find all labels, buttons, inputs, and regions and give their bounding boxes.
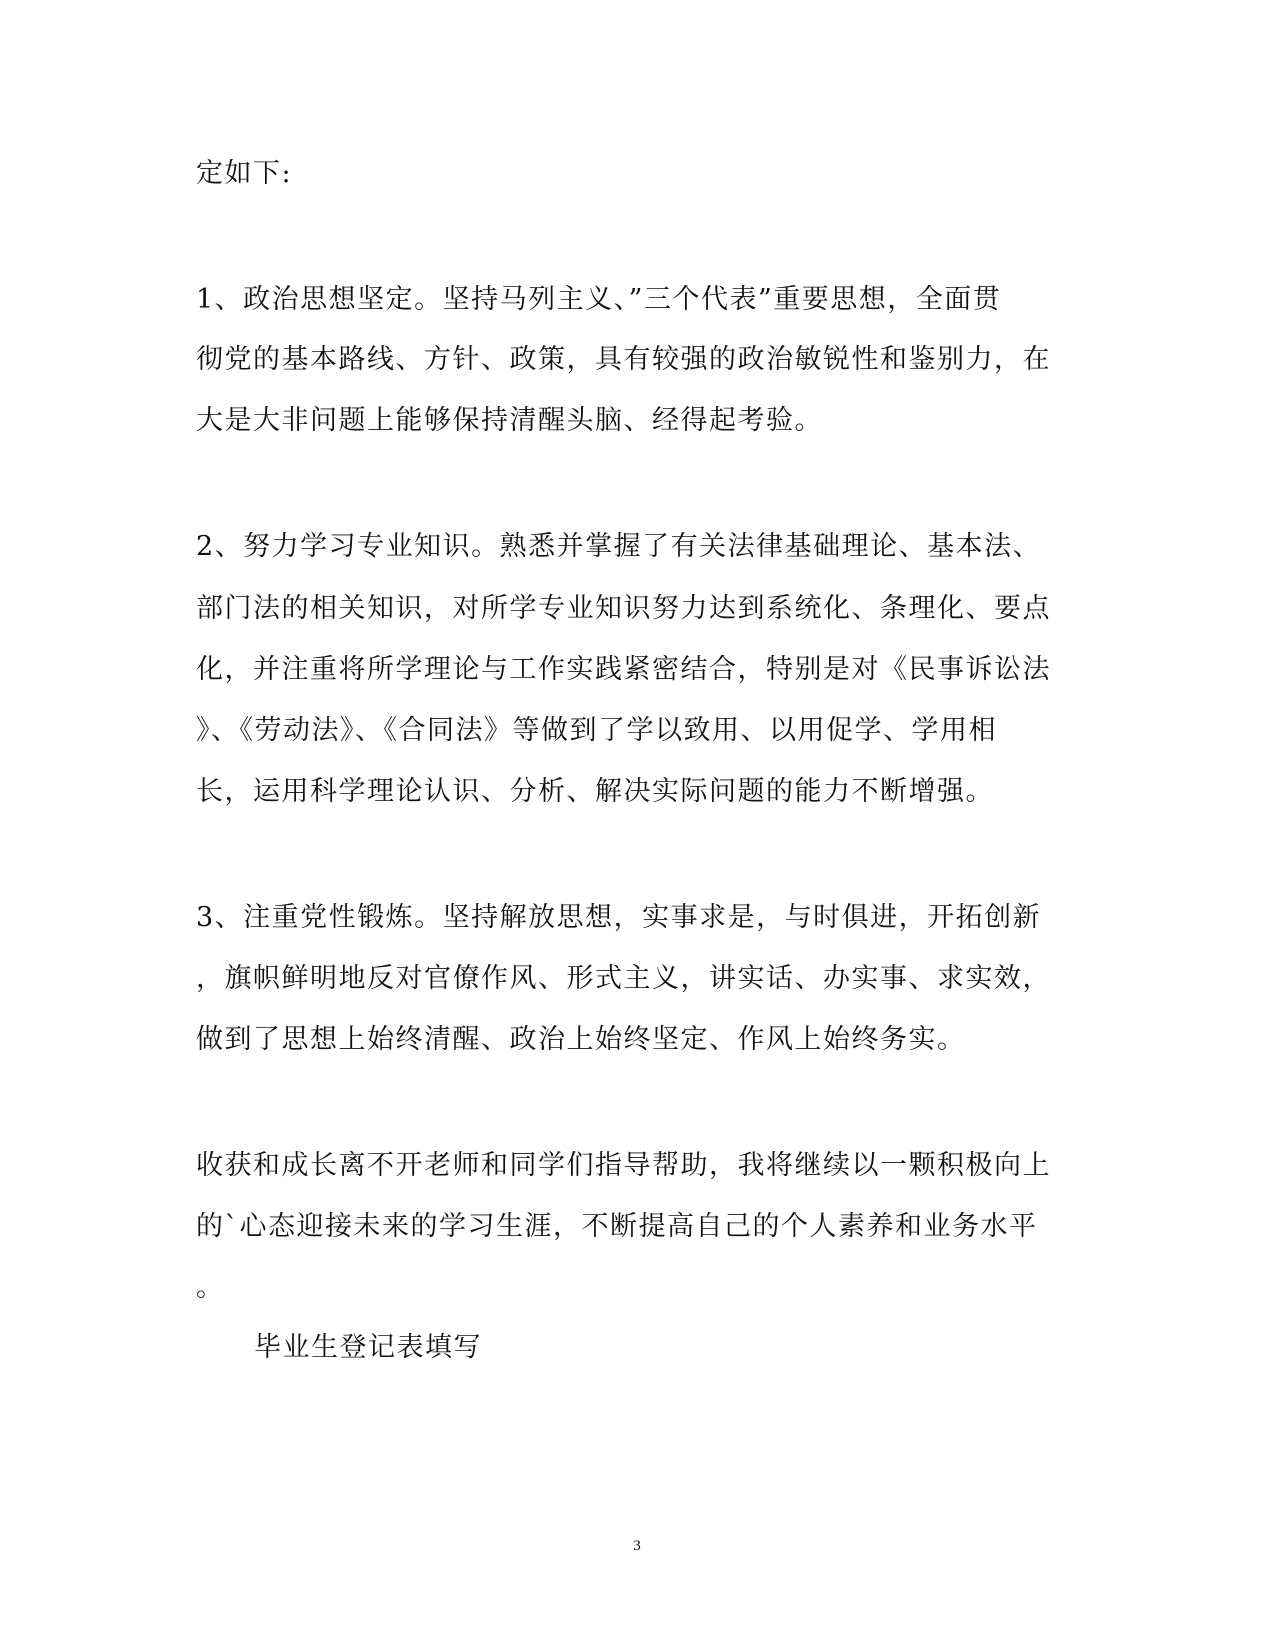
paragraph-3-line-2: ，旗帜鲜明地反对官僚作风、形式主义，讲实话、办实事、求实效， [196, 963, 1051, 994]
section-title: 毕业生登记表填写 [254, 1332, 482, 1363]
intro-line: 定如下: [196, 158, 293, 189]
page-number: 3 [633, 1538, 641, 1554]
paragraph-4-line-1: 收获和成长离不开老师和同学们指导帮助，我将继续以一颗积极向上 [196, 1150, 1051, 1181]
paragraph-1-line-1: 1、政治思想坚定。坚持马列主义、”三个代表”重要思想，全面贯 [196, 284, 1002, 315]
paragraph-2-line-1: 2、努力学习专业知识。熟悉并掌握了有关法律基础理论、基本法、 [196, 531, 1042, 562]
paragraph-2-line-3: 化，并注重将所学理论与工作实践紧密结合，特别是对《民事诉讼法 [196, 654, 1051, 685]
paragraph-1-line-3: 大是大非问题上能够保持清醒头脑、经得起考验。 [196, 405, 823, 436]
paragraph-1-line-2: 彻党的基本路线、方针、政策，具有较强的政治敏锐性和鉴别力，在 [196, 344, 1051, 375]
paragraph-3-line-1: 3、注重党性锻炼。坚持解放思想，实事求是，与时俱进，开拓创新 [196, 902, 1042, 933]
paragraph-3-line-3: 做到了思想上始终清醒、政治上始终坚定、作风上始终务实。 [196, 1024, 966, 1055]
paragraph-4-line-3: 。 [196, 1272, 225, 1303]
paragraph-2-line-5: 长，运用科学理论认识、分析、解决实际问题的能力不断增强。 [196, 776, 994, 807]
paragraph-2-line-2: 部门法的相关知识，对所学专业知识努力达到系统化、条理化、要点 [196, 593, 1051, 624]
paragraph-4-line-2: 的`心态迎接未来的学习生涯，不断提高自己的个人素养和业务水平 [196, 1211, 1038, 1242]
paragraph-2-line-4: 》、《劳动法》、《合同法》等做到了学以致用、以用促学、学用相 [196, 715, 997, 746]
